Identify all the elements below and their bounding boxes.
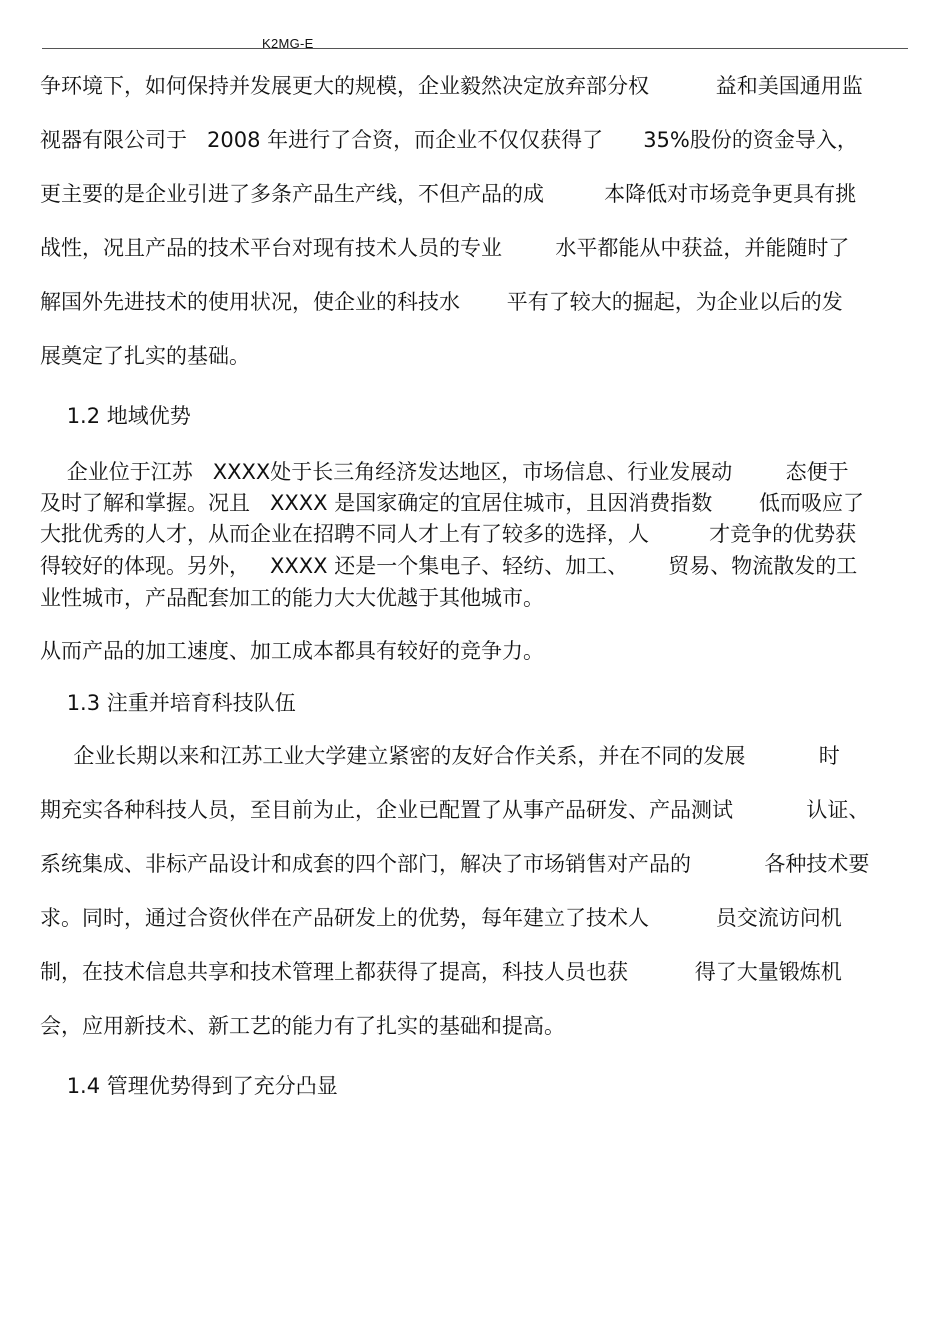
section-heading: 1.4 管理优势得到了充分凸显 xyxy=(40,1074,338,1098)
text-line: 更主要的是企业引进了多条产品生产线，不但产品的成 本降低对市场竞争更具有挑 xyxy=(40,182,857,206)
text-line: 展奠定了扎实的基础。 xyxy=(40,344,250,368)
text-line: 企业长期以来和江苏工业大学建立紧密的友好合作关系，并在不同的发展 时 xyxy=(40,744,840,768)
text-line: 及时了解和掌握。况且 XXXX 是国家确定的宜居住城市，且因消费指数 低而吸应了 xyxy=(40,491,864,515)
text-line: 求。同时，通过合资伙伴在产品研发上的优势，每年建立了技术人 员交流访问机 xyxy=(40,906,842,930)
text-line: 视器有限公司于 2008 年进行了合资，而企业不仅仅获得了 35%股份的资金导入， xyxy=(40,128,858,152)
text-line: 系统集成、非标产品设计和成套的四个部门，解决了市场销售对产品的 各种技术要 xyxy=(40,852,870,876)
header-rule xyxy=(42,48,908,49)
text-line: 得较好的体现。另外， XXXX 还是一个集电子、轻纺、加工、 贸易、物流散发的工 xyxy=(40,554,858,578)
text-line: 争环境下，如何保持并发展更大的规模，企业毅然决定放弃部分权 益和美国通用监 xyxy=(40,74,863,98)
text-line: 企业位于江苏 XXXX处于长三角经济发达地区，市场信息、行业发展动 态便于 xyxy=(40,460,849,484)
text-line: 战性，况且产品的技术平台对现有技术人员的专业 水平都能从中获益，并能随时了 xyxy=(40,236,850,260)
page-header-code: K2MG-E xyxy=(262,36,314,51)
section-heading: 1.3 注重并培育科技队伍 xyxy=(40,691,296,715)
text-line: 会，应用新技术、新工艺的能力有了扎实的基础和提高。 xyxy=(40,1014,565,1038)
text-line: 大批优秀的人才，从而企业在招聘不同人才上有了较多的选择，人 才竞争的优势获 xyxy=(40,522,857,546)
text-line: 从而产品的加工速度、加工成本都具有较好的竞争力。 xyxy=(40,639,544,663)
text-line: 业性城市，产品配套加工的能力大大优越于其他城市。 xyxy=(40,586,544,610)
text-line: 期充实各种科技人员，至目前为止，企业已配置了从事产品研发、产品测试 认证、 xyxy=(40,798,870,822)
text-line: 解国外先进技术的使用状况，使企业的科技水 平有了较大的掘起，为企业以后的发 xyxy=(40,290,843,314)
section-heading: 1.2 地域优势 xyxy=(40,404,191,428)
text-line: 制，在技术信息共享和技术管理上都获得了提高，科技人员也获 得了大量锻炼机 xyxy=(40,960,842,984)
